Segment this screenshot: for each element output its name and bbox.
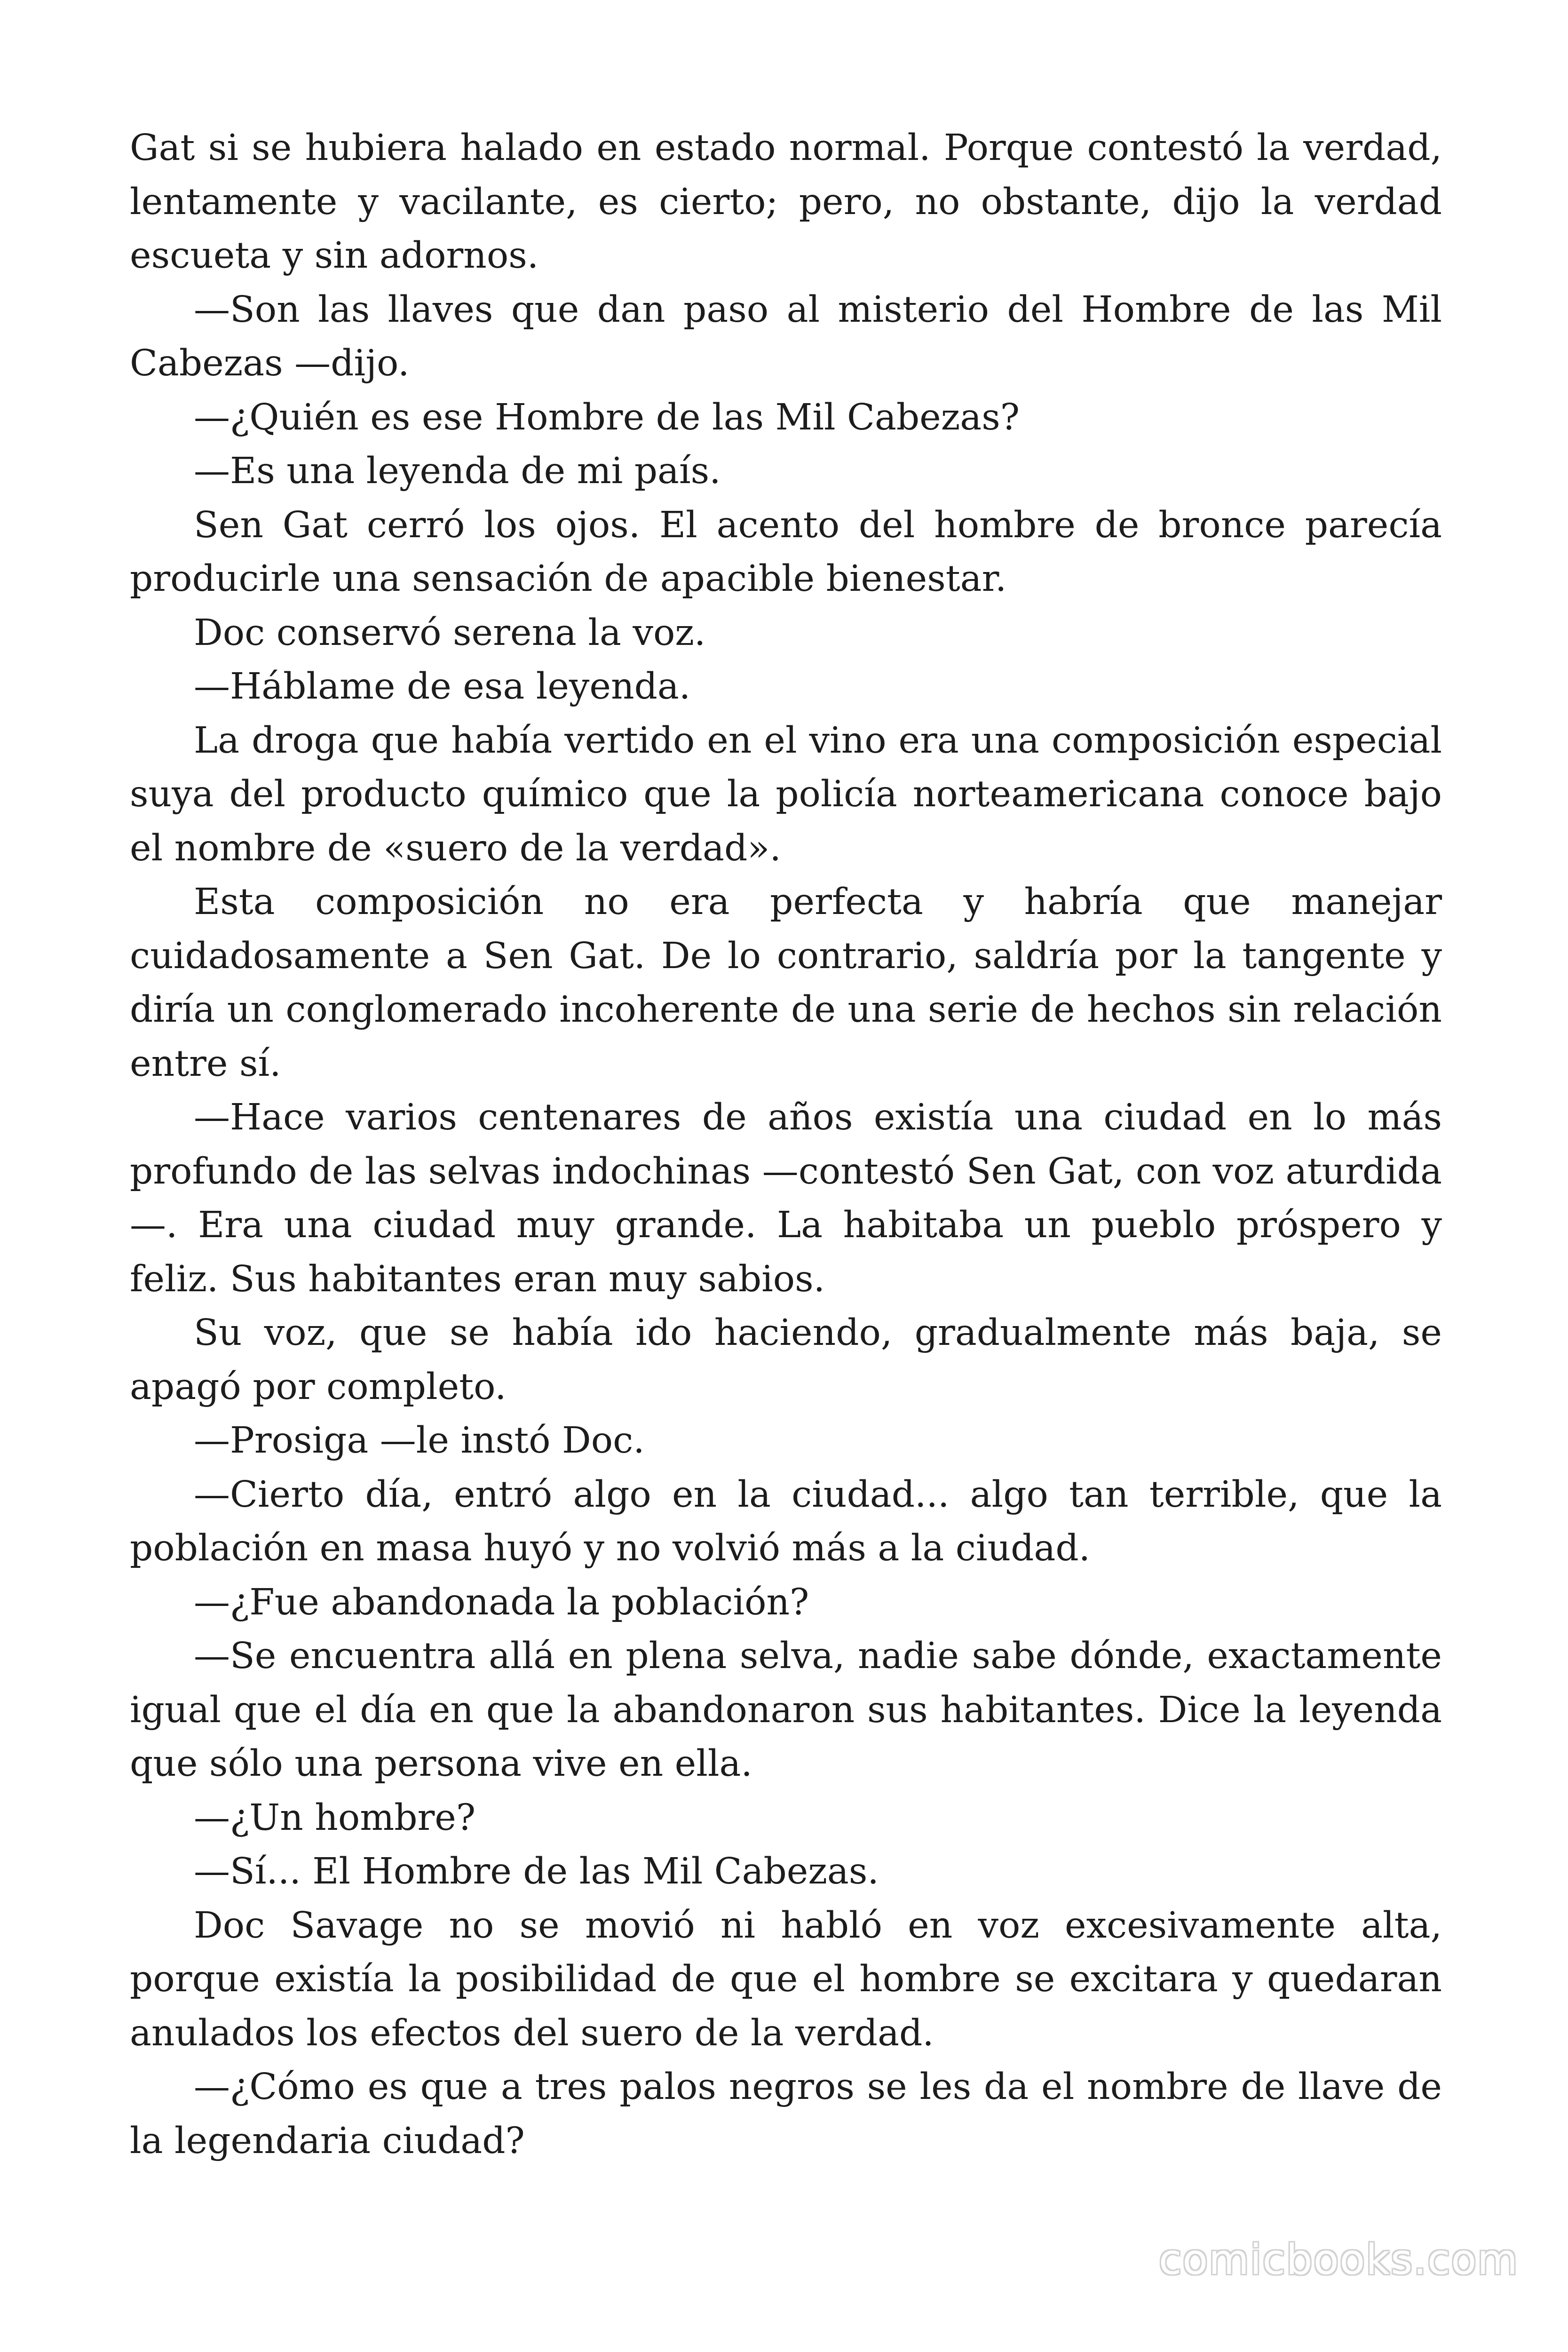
- paragraph: Su voz, que se había ido haciendo, gradualmente más baja, se apagó por completo.: [130, 1312, 1442, 1408]
- paragraph: —Háblame de esa leyenda.: [194, 666, 691, 707]
- paragraph: Sen Gat cerró los ojos. El acento del hombre de bronce parecía producirle una sensación de apacible bienestar.: [130, 504, 1442, 600]
- watermark: comicbooks.com: [1158, 2235, 1519, 2284]
- paragraph: —¿Un hombre?: [194, 1796, 476, 1839]
- paragraph: Doc Savage no se movió ni habló en voz excesivamente alta, porque existía la posibilidad de que el hombre se excitara y quedaran anulados los efectos del suero de la verdad.: [130, 1904, 1442, 2054]
- paragraph: —Prosiga —le instó Doc.: [194, 1420, 645, 1462]
- paragraph: —¿Quién es ese Hombre de las Mil Cabezas?: [194, 396, 1020, 438]
- paragraph: —Hace varios centenares de años existía una ciudad en lo más profundo de las selvas indochinas —contestó Sen Gat, con voz aturdida—. Era una ciudad muy grande. La habitaba un pueblo próspero y feliz. Sus habitantes eran muy sabios.: [130, 1097, 1442, 1300]
- page-body: [130, 121, 1442, 2168]
- paragraph: —¿Cómo es que a tres palos negros se les da el nombre de llave de la legendaria ciudad?: [130, 2066, 1442, 2162]
- paragraph: Esta composición no era perfecta y habría que manejar cuidadosamente a Sen Gat. De lo contrario, saldría por la tangente y diría un conglomerado incoherente de una serie de hechos sin relación entre sí.: [130, 881, 1442, 1085]
- paragraph: La droga que había vertido en el vino era una composición especial suya del producto químico que la policía norteamericana conoce bajo el nombre de «suero de la verdad».: [130, 719, 1442, 869]
- paragraph: —¿Fue abandonada la población?: [194, 1581, 809, 1623]
- paragraph: —Son las llaves que dan paso al misterio del Hombre de las Mil Cabezas —dijo.: [130, 288, 1442, 384]
- paragraph: —Se encuentra allá en plena selva, nadie sabe dónde, exactamente igual que el día en que la abandonaron sus habitantes. Dice la leyenda que sólo una persona vive en ella.: [130, 1635, 1442, 1785]
- paragraph: Doc conservó serena la voz.: [194, 612, 706, 654]
- paragraph: —Sí... El Hombre de las Mil Cabezas.: [194, 1851, 879, 1892]
- paragraph: Gat si se hubiera halado en estado normal. Porque contestó la verdad, lentamente y vacilante, es cierto; pero, no obstante, dijo la verdad escueta y sin adornos.: [130, 127, 1442, 277]
- paragraph: —Cierto día, entró algo en la ciudad... algo tan terrible, que la población en masa huyó y no volvió más a la ciudad.: [130, 1473, 1442, 1569]
- paragraph: —Es una leyenda de mi país.: [194, 450, 721, 492]
